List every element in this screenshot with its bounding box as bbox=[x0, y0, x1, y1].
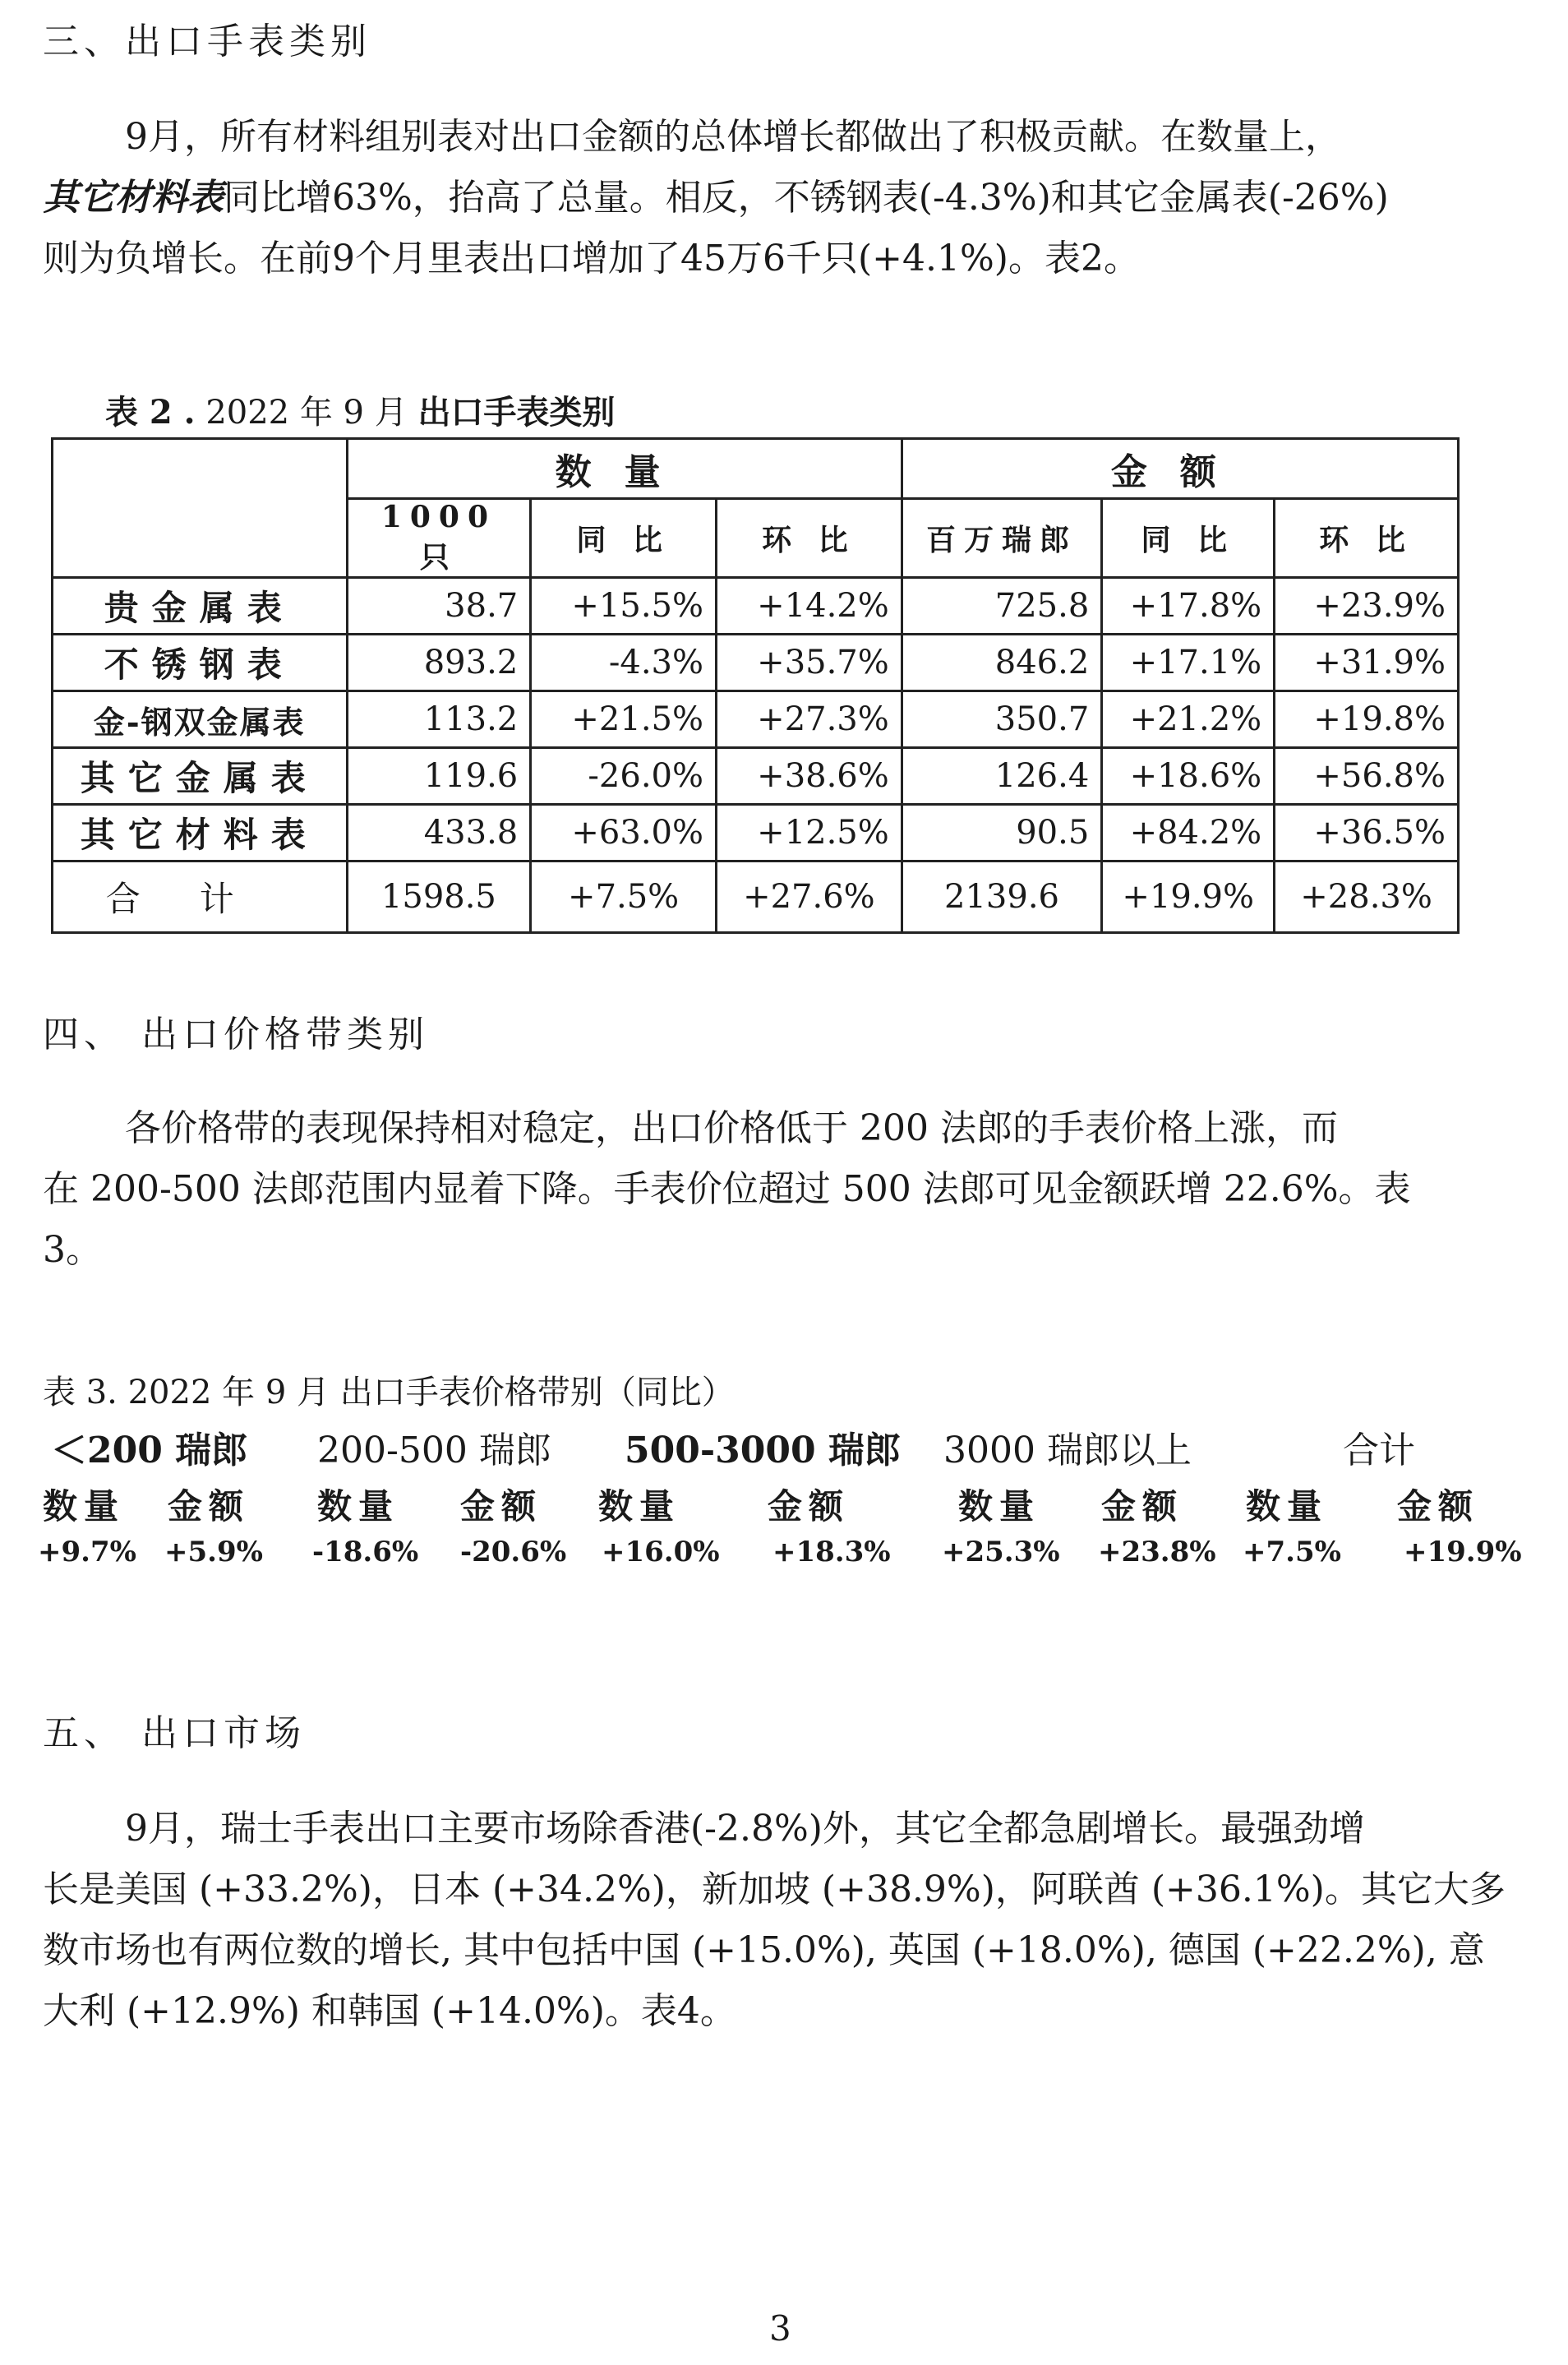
cell-val: 126.4 bbox=[902, 748, 1102, 805]
cell-qty-mom: +35.7% bbox=[717, 635, 902, 691]
table3-sub-qty: 数量 bbox=[598, 1486, 681, 1527]
table3-sub-val: 金额 bbox=[460, 1486, 543, 1527]
table2-sub-val-unit: 百万瑞郎 bbox=[902, 499, 1102, 578]
row-label: 贵金属表 bbox=[53, 578, 348, 635]
cell-qty: 38.7 bbox=[347, 578, 531, 635]
cell-qty-mom: +27.3% bbox=[717, 691, 902, 748]
table3-value: +19.9% bbox=[1404, 1536, 1522, 1568]
table2-group-val: 金额 bbox=[902, 439, 1458, 499]
table-row bbox=[53, 691, 1459, 748]
section4-line-1: 各价格带的表现保持相对稳定，出口价格低于 200 法郎的手表价格上涨，而 bbox=[125, 1107, 1338, 1149]
cell-val: 350.7 bbox=[902, 691, 1102, 748]
table3-value: -18.6% bbox=[312, 1536, 419, 1568]
table3-sub-qty: 数量 bbox=[43, 1486, 126, 1527]
table2-sub-val-yoy: 同 比 bbox=[1102, 499, 1275, 578]
section4-line-2: 在 200-500 法郎范围内显着下降。手表价位超过 500 法郎可见金额跃增 22.6%。表 bbox=[43, 1168, 1411, 1210]
row-label: 金-钢双金属表 bbox=[53, 691, 348, 748]
table3-sub-val: 金额 bbox=[1101, 1486, 1184, 1527]
cell-qty: 433.8 bbox=[347, 805, 531, 861]
emphasis-other-materials: 其它材料表 bbox=[43, 177, 224, 219]
table3-sub-val: 金额 bbox=[1397, 1486, 1480, 1527]
table2-caption-date: 2022 年 9 月 bbox=[195, 394, 418, 432]
section4-line-3: 3。 bbox=[43, 1229, 102, 1271]
row-label-total: 合计 bbox=[53, 861, 348, 933]
section4-heading: 四、 出口价格带类别 bbox=[43, 1014, 429, 1055]
table2-caption-title: 出口手表类别 bbox=[417, 393, 616, 432]
cell-val-yoy: +19.9% bbox=[1102, 861, 1275, 933]
section3-line-2-rest: 同比增63%，抬高了总量。相反，不锈钢表(-4.3%)和其它金属表(-26%) bbox=[224, 177, 1389, 219]
table3-band-lt200: ＜200 瑞郎 bbox=[51, 1430, 248, 1471]
cell-qty-yoy: +7.5% bbox=[531, 861, 717, 933]
cell-val-yoy: +21.2% bbox=[1102, 691, 1275, 748]
section3-heading: 三、出口手表类别 bbox=[43, 21, 371, 62]
table2-sub-qty-yoy: 同 比 bbox=[531, 499, 717, 578]
page-number: 3 bbox=[769, 2308, 791, 2349]
section5-line-1: 9月，瑞士手表出口主要市场除香港(-2.8%)外，其它全都急剧增长。最强劲增 bbox=[125, 1808, 1365, 1850]
cell-val-mom: +31.9% bbox=[1275, 635, 1459, 691]
table2-caption bbox=[105, 386, 615, 433]
table3-value: +25.3% bbox=[942, 1536, 1060, 1568]
table3-band-200-500: 200-500 瑞郎 bbox=[317, 1430, 551, 1471]
cell-val-mom: +36.5% bbox=[1275, 805, 1459, 861]
cell-val-mom: +56.8% bbox=[1275, 748, 1459, 805]
table2-group-qty: 数量 bbox=[347, 439, 902, 499]
cell-qty-mom: +27.6% bbox=[717, 861, 902, 933]
table2-sub-val-mom: 环 比 bbox=[1275, 499, 1459, 578]
section5-line-3: 数市场也有两位数的增长, 其中包括中国 (+15.0%), 英国 (+18.0%), 德国 (+22.2%), 意 bbox=[43, 1929, 1485, 1971]
cell-qty-yoy: +21.5% bbox=[531, 691, 717, 748]
table3-caption: 表 3. 2022 年 9 月 出口手表价格带别（同比） bbox=[43, 1374, 735, 1411]
section3-line-1: 9月，所有材料组别表对出口金额的总体增长都做出了积极贡献。在数量上， bbox=[125, 116, 1341, 158]
cell-val: 2139.6 bbox=[902, 861, 1102, 933]
cell-val-yoy: +17.1% bbox=[1102, 635, 1275, 691]
cell-val: 846.2 bbox=[902, 635, 1102, 691]
cell-val-yoy: +84.2% bbox=[1102, 805, 1275, 861]
table3-value: +23.8% bbox=[1098, 1536, 1216, 1568]
table3-sub-qty: 数量 bbox=[958, 1486, 1041, 1527]
table3-value: +5.9% bbox=[164, 1536, 263, 1568]
cell-val-mom: +28.3% bbox=[1275, 861, 1459, 933]
table3-value: -20.6% bbox=[460, 1536, 567, 1568]
section5-heading: 五、 出口市场 bbox=[43, 1712, 306, 1754]
table3-band-500-3000: 500-3000 瑞郎 bbox=[625, 1430, 901, 1471]
table3-value: +16.0% bbox=[602, 1536, 720, 1568]
table3-value: +18.3% bbox=[772, 1536, 891, 1568]
cell-qty-yoy: -26.0% bbox=[531, 748, 717, 805]
table2 bbox=[51, 437, 1460, 934]
table3-band-total: 合计 bbox=[1343, 1430, 1415, 1471]
table-row bbox=[53, 578, 1459, 635]
cell-val-mom: +19.8% bbox=[1275, 691, 1459, 748]
cell-val-yoy: +17.8% bbox=[1102, 578, 1275, 635]
table2-group-header bbox=[53, 439, 1459, 499]
table2-corner-cell bbox=[53, 439, 348, 578]
table3-value: +7.5% bbox=[1243, 1536, 1341, 1568]
table3-sub-qty: 数量 bbox=[1246, 1486, 1329, 1527]
section3-line-2 bbox=[43, 168, 1522, 229]
table-row bbox=[53, 805, 1459, 861]
row-label: 其它金属表 bbox=[53, 748, 348, 805]
cell-qty-yoy: +15.5% bbox=[531, 578, 717, 635]
row-label: 其它材料表 bbox=[53, 805, 348, 861]
section5-line-4: 大利 (+12.9%) 和韩国 (+14.0%)。表4。 bbox=[43, 1990, 736, 2032]
table-row bbox=[53, 748, 1459, 805]
table3-sub-val: 金额 bbox=[168, 1486, 251, 1527]
cell-val: 90.5 bbox=[902, 805, 1102, 861]
cell-qty: 893.2 bbox=[347, 635, 531, 691]
cell-qty-yoy: +63.0% bbox=[531, 805, 717, 861]
cell-val: 725.8 bbox=[902, 578, 1102, 635]
table3-sub-qty: 数量 bbox=[317, 1486, 400, 1527]
section3-line-3: 则为负增长。在前9个月里表出口增加了45万6千只(+4.1%)。表2。 bbox=[43, 238, 1140, 279]
cell-val-mom: +23.9% bbox=[1275, 578, 1459, 635]
cell-qty-mom: +14.2% bbox=[717, 578, 902, 635]
table3-value: +9.7% bbox=[38, 1536, 136, 1568]
table2-sub-qty-mom: 环 比 bbox=[717, 499, 902, 578]
table3-sub-val: 金额 bbox=[768, 1486, 851, 1527]
cell-qty: 113.2 bbox=[347, 691, 531, 748]
table2-sub-qty-unit: 1000 只 bbox=[347, 499, 531, 578]
row-label: 不锈钢表 bbox=[53, 635, 348, 691]
cell-qty-yoy: -4.3% bbox=[531, 635, 717, 691]
cell-qty: 1598.5 bbox=[347, 861, 531, 933]
cell-qty: 119.6 bbox=[347, 748, 531, 805]
table3-band-3000-plus: 3000 瑞郎以上 bbox=[943, 1430, 1192, 1471]
cell-qty-mom: +38.6% bbox=[717, 748, 902, 805]
cell-val-yoy: +18.6% bbox=[1102, 748, 1275, 805]
section5-paragraph bbox=[43, 1799, 1522, 2042]
table2-caption-label: 表 2 . bbox=[105, 393, 196, 432]
section5-line-2: 长是美国 (+33.2%)，日本 (+34.2%)，新加坡 (+38.9%)，阿联酋 (+36.1%)。其它大多 bbox=[43, 1868, 1506, 1910]
cell-qty-mom: +12.5% bbox=[717, 805, 902, 861]
table-row bbox=[53, 635, 1459, 691]
section3-paragraph bbox=[43, 107, 1522, 289]
table-row-total bbox=[53, 861, 1459, 933]
section4-paragraph bbox=[43, 1098, 1522, 1281]
